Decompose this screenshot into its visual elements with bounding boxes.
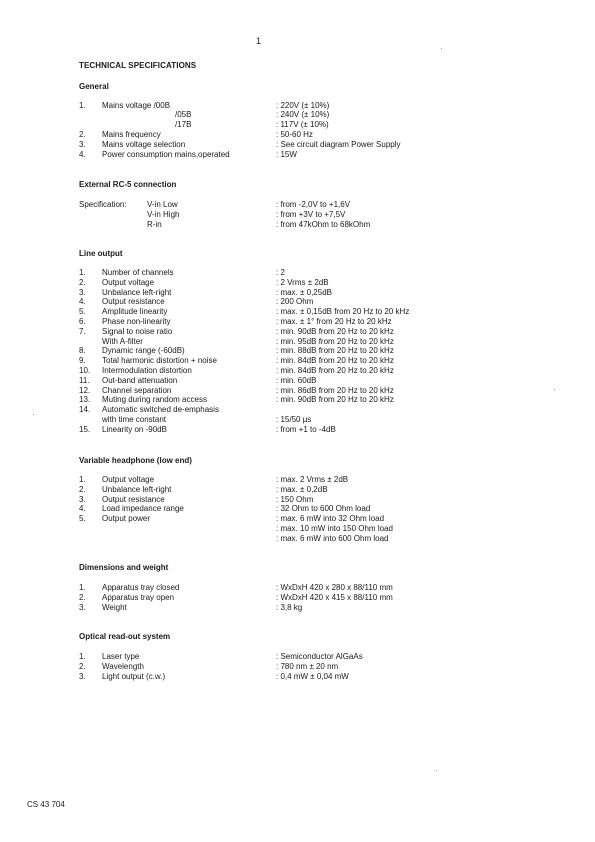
scan-speck [441,48,442,49]
item-value: : See circuit diagram Power Supply [276,140,401,149]
item-number: 12. [79,385,91,395]
item-number: 1. [79,583,86,592]
document-code-footer: CS 43 704 [27,800,65,809]
item-value: : 240V (± 10%) [276,110,330,119]
item-label: V-in Low [147,200,178,209]
item-label: Mains voltage selection [102,140,186,149]
section-heading-optical: Optical read-out system [79,632,171,641]
item-value: : min. 88dB from 20 Hz to 20 kHz [276,346,394,356]
section-heading-rc5: External RC-5 connection [79,180,177,189]
item-label: Laser type [102,652,140,661]
item-value: : 2 Vrms ± 2dB [276,277,329,287]
item-number: 2. [79,592,86,602]
item-value: : 32 Ohm to 600 Ohm load [276,504,371,514]
section-heading-line-output: Line output [79,249,123,258]
item-label: Unbalance left-right [102,287,172,297]
item-value: : WxDxH 420 x 280 x 88/110 mm [276,583,393,592]
item-value: : min. 90dB from 20 Hz to 20 kHz [276,326,394,336]
item-value: : 3,8 kg [276,602,303,612]
item-value: : min. 60dB [276,375,317,385]
item-label: Output power [102,514,151,524]
item-number: 6. [79,317,86,326]
item-label: With A-filter [102,336,143,346]
item-label: Weight [102,602,127,612]
item-label: Mains voltage /00B [102,101,171,110]
item-value: : min. 86dB from 20 Hz to 20 kHz [276,385,394,395]
item-number: 4. [79,504,86,514]
item-value: : min. 84dB from 20 Hz to 20 kHz [276,366,394,375]
section-heading-headphone: Variable headphone (low end) [79,456,192,465]
item-number: 10. [79,366,91,375]
item-value: : from 47kOhm to 68kOhm [276,220,371,229]
item-value: : max. 10 mW into 150 Ohm load [276,524,393,533]
item-number: 2. [79,277,86,287]
item-value: : 2 [276,268,285,277]
item-value: : 117V (± 10%) [276,120,329,129]
item-number: 4. [79,297,86,307]
item-label: R-in [147,220,162,229]
item-label: Mains frequency [102,130,161,139]
item-number: 2. [79,130,86,139]
item-sub-label: /17B [175,120,192,129]
item-value: : WxDxH 420 x 415 x 88/110 mm [276,592,393,602]
item-value: : 200 Ohm [276,297,314,307]
item-label: Automatic switched de-emphasis [102,405,219,415]
item-value: : 0,4 mW ± 0,04 mW [276,671,349,681]
item-number: 13. [79,395,91,405]
item-number: 8. [79,346,86,356]
item-number: 4. [79,150,86,159]
item-value: : max. ± 1° from 20 Hz to 20 kHz [276,317,392,326]
item-value: : 150 Ohm [276,494,314,504]
section-heading-dimensions: Dimensions and weight [79,563,169,572]
item-number: 15. [79,424,91,434]
item-number: 5. [79,307,86,317]
item-number: 3. [79,287,86,297]
item-value: : from -2,0V to +1,6V [276,200,351,209]
page-number: 1 [256,36,262,46]
item-label: Intermodulation distortion [102,366,192,375]
item-number: 11. [79,375,90,385]
item-value: : from +1 to -4dB [276,424,336,434]
item-value: : from +3V to +7,5V [276,210,346,219]
item-label: Output resistance [102,297,165,307]
item-value: : min. 84dB from 20 Hz to 20 kHz [276,356,394,366]
item-value: : max. 6 mW into 600 Ohm load [276,533,389,543]
item-value: : 220V (± 10%) [276,101,330,110]
item-value: : max. ± 0,2dB [276,484,328,494]
item-label: with time constant [102,415,167,424]
item-label: Out-band attenuation [102,375,178,385]
item-label: Unbalance left-right [102,484,172,494]
item-label: Total harmonic distortion + noise [102,356,217,366]
item-value: : max. 6 mW into 32 Ohm load [276,514,385,524]
item-label: Output voltage [102,475,155,484]
item-value: : 15/50 µs [276,415,312,424]
item-label: Output voltage [102,277,155,287]
spec-label: Specification: [79,200,127,209]
item-value: : 50-60 Hz [276,130,313,139]
item-number: 5. [79,514,86,524]
item-sub-label: /05B [175,110,192,119]
scan-speck [554,389,555,390]
item-number: 3. [79,140,86,149]
item-number: 2. [79,661,86,671]
item-label: Wavelength [102,661,144,671]
item-number: 7. [79,326,86,336]
item-label: Amplitude linearity [102,307,168,317]
item-number: 1. [79,475,86,484]
item-number: 3. [79,494,86,504]
item-number: 3. [79,602,86,612]
item-number: 1. [79,652,86,661]
item-value: : Semiconductor AlGaAs [276,652,363,661]
item-value: : max. 2 Vrms ± 2dB [276,475,349,484]
document-title: TECHNICAL SPECIFICATIONS [79,61,197,70]
item-label: V-in High [147,210,180,219]
item-number: 3. [79,671,86,681]
item-label: Power consumption mains,operated [102,150,230,159]
item-label: Phase non-linearity [102,317,171,326]
item-label: Apparatus tray closed [102,583,180,592]
item-value: : max. ± 0,15dB from 20 Hz to 20 kHz [276,307,410,317]
item-label: Number of channels [102,268,174,277]
item-label: Apparatus tray open [102,592,175,602]
item-number: 14. [79,405,91,415]
item-value: : min. 95dB from 20 Hz to 20 kHz [276,336,394,346]
item-value: : min. 90dB from 20 Hz to 20 kHz [276,395,394,405]
scan-speck [33,414,34,415]
item-label: Channel separation [102,385,172,395]
section-heading-general: General [79,82,109,91]
item-number: 1. [79,268,86,277]
scan-speck [436,770,437,771]
item-value: : max. ± 0,25dB [276,287,332,297]
item-label: Load impedance range [102,504,184,514]
item-number: 2. [79,484,86,494]
item-value: : 15W [276,150,297,159]
item-label: Dynamic range (-60dB) [102,346,185,356]
item-value: : 780 nm ± 20 nm [276,661,339,671]
item-label: Signal to noise ratio [102,326,173,336]
item-label: Linearity on -90dB [102,424,167,434]
item-label: Muting during random access [102,395,207,405]
item-number: 9. [79,356,86,366]
item-number: 1. [79,101,86,110]
item-label: Output resistance [102,494,165,504]
item-label: Light output (c.w.) [102,671,166,681]
